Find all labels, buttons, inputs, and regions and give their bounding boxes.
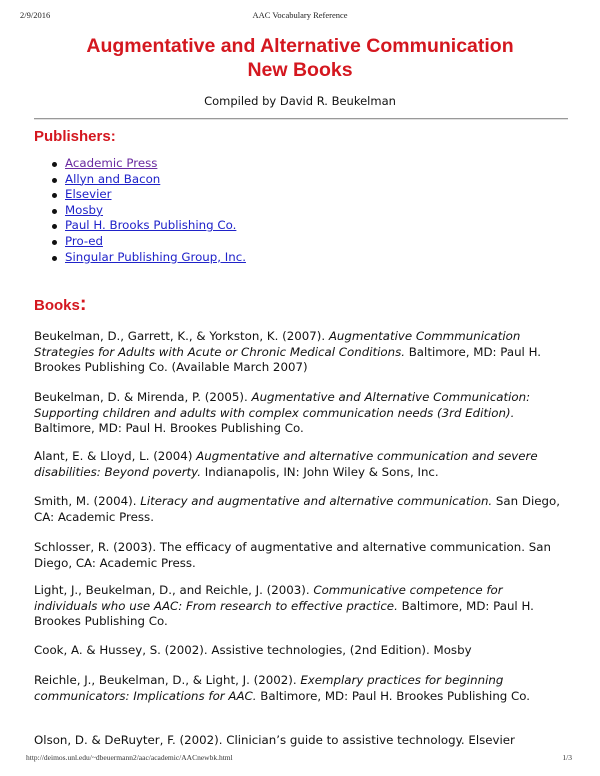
book-publisher: Indianapolis, IN: John Wiley & Sons, Inc. — [201, 464, 439, 479]
book-entry — [34, 540, 568, 571]
book-title: Augmentative and Alternative Communication: Supporting children and adults with complex communication needs (3rd Edition). — [34, 390, 531, 420]
publishers-heading-colon: : — [110, 128, 116, 145]
books-heading-colon: : — [79, 293, 87, 315]
publisher-link-mosby[interactable]: Mosby — [65, 202, 104, 217]
print-date: 2/9/2016 — [20, 10, 51, 20]
book-title: Communicative competence for individuals who use AAC: From research to effective practice. — [34, 583, 503, 613]
books-heading-text: Books — [34, 297, 80, 314]
book-title: Exemplary practices for beginning communicators: Implications for AAC. — [34, 673, 504, 703]
publisher-link-allyn-and-bacon[interactable]: Allyn and Bacon — [65, 171, 161, 186]
print-page-number: 1/3 — [562, 753, 572, 762]
list-item — [65, 250, 246, 266]
book-authors: Cook, A. & Hussey, S. (2002). Assistive technologies, (2nd Edition). Mosby — [34, 643, 472, 657]
book-authors: Beukelman, D., Garrett, K., & Yorkston, K. (2007). — [34, 329, 329, 343]
book-entry — [34, 390, 568, 437]
book-authors: Beukelman, D. & Mirenda, P. (2005). — [34, 390, 252, 404]
list-item — [65, 203, 246, 219]
list-item — [65, 187, 246, 203]
publishers-heading — [34, 128, 116, 145]
books-heading — [34, 293, 87, 316]
publisher-link-singular[interactable]: Singular Publishing Group, Inc. — [65, 249, 246, 264]
list-item — [65, 156, 246, 172]
publisher-link-pro-ed[interactable]: Pro-ed — [65, 233, 103, 248]
print-url: http://deimos.unl.edu/~dbeuermann2/aac/academic/AACnewbk.html — [26, 753, 233, 762]
list-item — [65, 234, 246, 250]
book-entry — [34, 673, 568, 704]
book-authors: Olson, D. & DeRuyter, F. (2002). Clinician’s guide to assistive technology. Elsevier — [34, 733, 515, 747]
book-entry — [34, 733, 568, 749]
publishers-list — [34, 156, 246, 265]
list-item — [65, 172, 246, 188]
book-authors: Smith, M. (2004). — [34, 494, 141, 508]
book-entry — [34, 449, 568, 480]
book-authors: Schlosser, R. (2003). The efficacy of augmentative and alternative communication. San Diego, CA: Academic Press. — [34, 540, 551, 570]
book-entry — [34, 329, 568, 376]
publisher-link-academic-press[interactable]: Academic Press — [65, 156, 158, 170]
compiled-by: Compiled by David R. Beukelman — [204, 94, 396, 108]
print-page-title: AAC Vocabulary Reference — [252, 10, 348, 20]
book-title: Augmentative and alternative communication and severe disabilities: Beyond poverty. — [34, 449, 538, 479]
page-title-line-2: New Books — [247, 59, 353, 81]
publishers-heading-text: Publishers — [34, 128, 111, 145]
page-title-line-1: Augmentative and Alternative Communication — [86, 35, 514, 57]
list-item — [65, 218, 246, 234]
book-entry — [34, 583, 568, 630]
book-publisher: Baltimore, MD: Paul H. Brookes Publishing Co. — [256, 688, 531, 703]
book-authors: Light, J., Beukelman, D., and Reichle, J. (2003). — [34, 583, 314, 597]
publisher-link-elsevier[interactable]: Elsevier — [65, 187, 112, 202]
book-entry — [34, 494, 568, 525]
page-title — [0, 34, 600, 82]
divider — [34, 118, 568, 120]
book-publisher: Baltimore, MD: Paul H. Brookes Publishing Co. (Available March 2007) — [34, 344, 541, 374]
book-entry — [34, 643, 568, 659]
book-publisher: San Diego, CA: Academic Press. — [34, 494, 560, 524]
book-publisher: Baltimore, MD: Paul H. Brookes Publishing Co. — [34, 421, 304, 435]
book-publisher: Baltimore, MD: Paul H. Brookes Publishing Co. — [34, 598, 534, 628]
publisher-link-paul-h-brooks[interactable]: Paul H. Brooks Publishing Co. — [65, 218, 237, 233]
book-title: Augmentative Commmunication Strategies for Adults with Acute or Chronic Medical Conditions. — [34, 329, 521, 359]
book-title: Literacy and augmentative and alternative communication. — [140, 494, 493, 508]
book-authors: Reichle, J., Beukelman, D., & Light, J. (2002). — [34, 673, 301, 687]
book-authors: Alant, E. & Lloyd, L. (2004) — [34, 449, 197, 463]
